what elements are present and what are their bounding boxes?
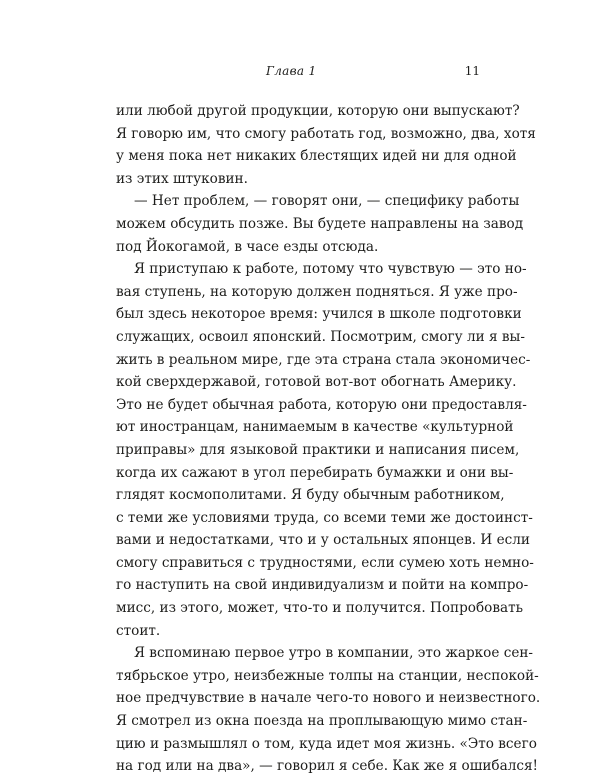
text-line: ное предчувствие в начале чего-то нового и неизвестного. <box>116 690 541 707</box>
text-line: с теми же условиями труда, со всеми теми же достоинст- <box>116 509 533 526</box>
text-line: — Нет проблем, — говорят они, — специфику работы <box>134 193 520 210</box>
text-line: приправы» для языковой практики и написания писем, <box>116 441 520 458</box>
text-line: кой сверхдержавой, готовой вот-вот обогнать Америку. <box>116 374 517 391</box>
running-header <box>116 64 480 84</box>
text-line: Я вспоминаю первое утро в компании, это жаркое сен- <box>134 645 534 662</box>
text-line: Я говорю им, что смогу работать год, возможно, два, хотя <box>116 125 536 142</box>
text-line: на год или на два», — говорил я себе. Как же я ошибался! <box>116 758 539 775</box>
text-line: вая ступень, на которую должен подняться. Я уже про- <box>116 283 518 300</box>
text-line: стоит. <box>116 622 161 639</box>
text-line: Это не будет обычная работа, которую они предоставля- <box>116 396 527 413</box>
text-line: служащих, освоил японский. Посмотрим, смогу ли я вы- <box>116 328 525 345</box>
text-line: го наступить на свой индивидуализм и пойти на компро- <box>116 577 529 594</box>
text-line: под Йокогамой, в часе езды отсюда. <box>116 238 379 255</box>
text-line: вами и недостатками, что и у остальных японцев. И если <box>116 532 530 549</box>
text-line: или любой другой продукции, которую они выпускают? <box>116 103 520 119</box>
text-line: мисс, из этого, может, что-то и получится. Попробовать <box>116 600 524 617</box>
text-line: цию и размышлял о том, куда идет моя жизнь. «Это всего <box>116 735 537 752</box>
chapter-title: Глава 1 <box>266 64 317 78</box>
text-line: Я смотрел из окна поезда на проплывающую мимо стан- <box>116 713 528 730</box>
text-line: смогу справиться с трудностями, если сумею хоть немно- <box>116 554 534 571</box>
page-number: 11 <box>464 64 480 78</box>
body-text <box>116 100 541 778</box>
text-line: из этих штуковин. <box>116 170 248 187</box>
text-line: ют иностранцам, нанимаемым в качестве «культурной <box>116 419 514 436</box>
text-line: глядят космополитами. Я буду обычным работником, <box>116 487 505 504</box>
text-line: когда их сажают в угол перебирать бумажки и они вы- <box>116 464 514 481</box>
text-line: у меня пока нет никаких блестящих идей ни для одной <box>116 148 517 165</box>
text-line: жить в реальном мире, где эта страна стала экономичес- <box>116 351 531 368</box>
text-line: можем обсудить позже. Вы будете направлены на завод <box>116 215 524 232</box>
text-line: тябрьское утро, неизбежные толпы на станции, неспокой- <box>116 667 539 684</box>
text-line: Я приступаю к работе, потому что чувствую — это но- <box>134 261 527 278</box>
text-line: был здесь некоторое время: учился в школе подготовки <box>116 306 522 323</box>
